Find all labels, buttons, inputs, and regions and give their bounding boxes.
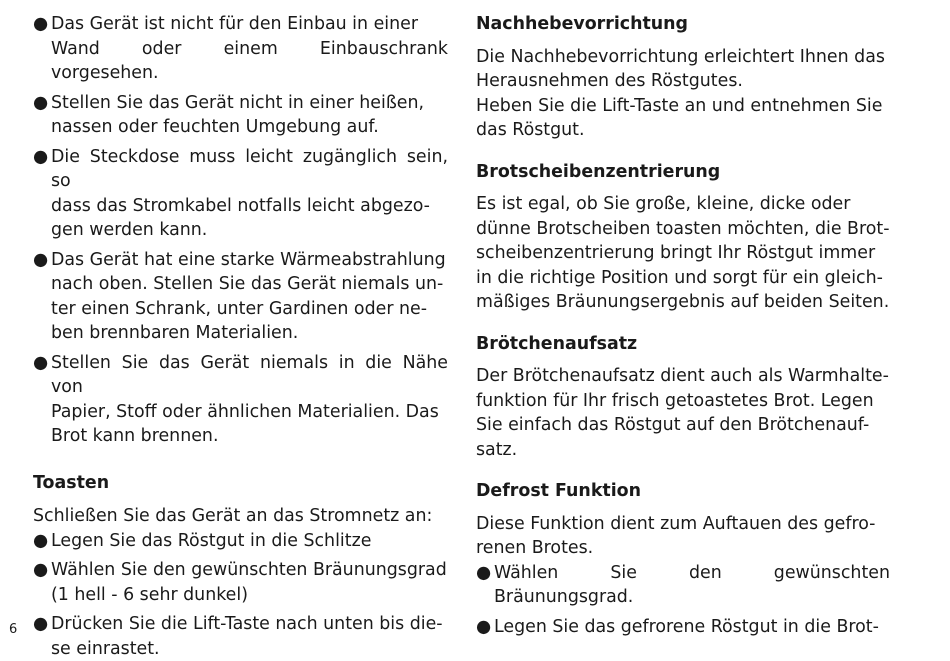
- brot-paragraph: [476, 192, 890, 315]
- bullet-item: [33, 145, 448, 243]
- text-line: gen werden kann.: [51, 220, 207, 240]
- left-column: [33, 12, 448, 661]
- bullet-icon: ●: [33, 248, 48, 273]
- bullet-icon: ●: [476, 561, 491, 586]
- text-line: ter einen Schrank, unter Gardinen oder ne-: [51, 299, 427, 319]
- broetchen-heading: Brötchenaufsatz: [476, 332, 890, 357]
- bullet-icon: ●: [33, 145, 48, 170]
- safety-bullet-list: [33, 12, 448, 449]
- text-line: nach oben. Stellen Sie das Gerät niemals un-: [51, 274, 443, 294]
- text-line: Heben Sie die Lift-Taste an und entnehmen Sie: [476, 96, 882, 116]
- toasten-intro: Schließen Sie das Gerät an das Stromnetz an:: [33, 504, 448, 529]
- text-line: Legen Sie das Röstgut in die Schlitze: [51, 531, 371, 551]
- text-line: se einrastet.: [51, 639, 160, 659]
- text-line: Der Brötchenaufsatz dient auch als Warmhalte-: [476, 366, 889, 386]
- text-line: mäßiges Bräunungsergebnis auf beiden Seiten.: [476, 292, 889, 312]
- text-line: Das Gerät ist nicht für den Einbau in einer: [51, 14, 418, 34]
- bullet-item: [33, 248, 448, 346]
- text-line: ben brennbaren Materialien.: [51, 323, 298, 343]
- bullet-item: [476, 561, 890, 610]
- brot-heading: Brotscheibenzentrierung: [476, 160, 890, 185]
- text-line: Wählen Sie den gewünschten Bräunungsgrad.: [494, 563, 890, 608]
- bullet-icon: ●: [33, 558, 48, 583]
- bullet-item: [33, 558, 448, 607]
- text-line: Die Nachhebevorrichtung erleichtert Ihnen das: [476, 47, 885, 67]
- text-line: Drücken Sie die Lift-Taste nach unten bis die-: [51, 614, 443, 634]
- text-line: Das Gerät hat eine starke Wärmeabstrahlung: [51, 250, 446, 270]
- bullet-item: [33, 351, 448, 449]
- bullet-item: [476, 615, 890, 640]
- text-line: Herausnehmen des Röstgutes.: [476, 71, 743, 91]
- bullet-icon: ●: [33, 12, 48, 37]
- nachhebe-paragraph-1: [476, 45, 890, 94]
- toasten-heading: Toasten: [33, 471, 448, 496]
- text-line: nassen oder feuchten Umgebung auf.: [51, 117, 379, 137]
- bullet-icon: ●: [33, 529, 48, 554]
- text-line: Wand oder einem Einbauschrank vorgesehen.: [51, 39, 448, 84]
- toasten-bullet-list: [33, 529, 448, 661]
- bullet-icon: ●: [33, 612, 48, 637]
- page-number: 6: [9, 622, 17, 638]
- text-line: das Röstgut.: [476, 120, 585, 140]
- bullet-icon: ●: [33, 91, 48, 116]
- text-line: Stellen Sie das Gerät niemals in die Nähe von: [51, 353, 448, 398]
- text-line: in die richtige Position und sorgt für ein gleich-: [476, 268, 883, 288]
- right-column: [476, 12, 890, 639]
- defrost-paragraph: [476, 512, 890, 561]
- bullet-item: [33, 91, 448, 140]
- bullet-item: [33, 612, 448, 661]
- nachhebe-paragraph-2: [476, 94, 890, 143]
- defrost-heading: Defrost Funktion: [476, 479, 890, 504]
- bullet-icon: ●: [476, 615, 491, 640]
- text-line: Wählen Sie den gewünschten Bräunungsgrad: [51, 560, 447, 580]
- text-line: Brot kann brennen.: [51, 426, 218, 446]
- text-line: Die Steckdose muss leicht zugänglich sein, so: [51, 147, 448, 192]
- text-line: Diese Funktion dient zum Auftauen des gefro-: [476, 514, 875, 534]
- text-line: dünne Brotscheiben toasten möchten, die Brot-: [476, 219, 890, 239]
- text-line: funktion für Ihr frisch getoastetes Brot. Legen: [476, 391, 874, 411]
- text-line: Papier, Stoff oder ähnlichen Materialien. Das: [51, 402, 439, 422]
- broetchen-paragraph: [476, 364, 890, 462]
- text-line: Stellen Sie das Gerät nicht in einer heißen,: [51, 93, 424, 113]
- text-line: Es ist egal, ob Sie große, kleine, dicke oder: [476, 194, 850, 214]
- nachhebe-heading: Nachhebevorrichtung: [476, 12, 890, 37]
- text-line: renen Brotes.: [476, 538, 593, 558]
- bullet-item: [33, 12, 448, 86]
- text-line: Legen Sie das gefrorene Röstgut in die Brot-: [494, 617, 879, 637]
- text-line: dass das Stromkabel notfalls leicht abgezo-: [51, 196, 430, 216]
- text-line: (1 hell - 6 sehr dunkel): [51, 585, 248, 605]
- bullet-icon: ●: [33, 351, 48, 376]
- text-line: scheibenzentrierung bringt Ihr Röstgut immer: [476, 243, 875, 263]
- text-line: Sie einfach das Röstgut auf den Brötchenauf-: [476, 415, 869, 435]
- text-line: satz.: [476, 440, 517, 460]
- defrost-bullet-list: [476, 561, 890, 640]
- bullet-item: [33, 529, 448, 554]
